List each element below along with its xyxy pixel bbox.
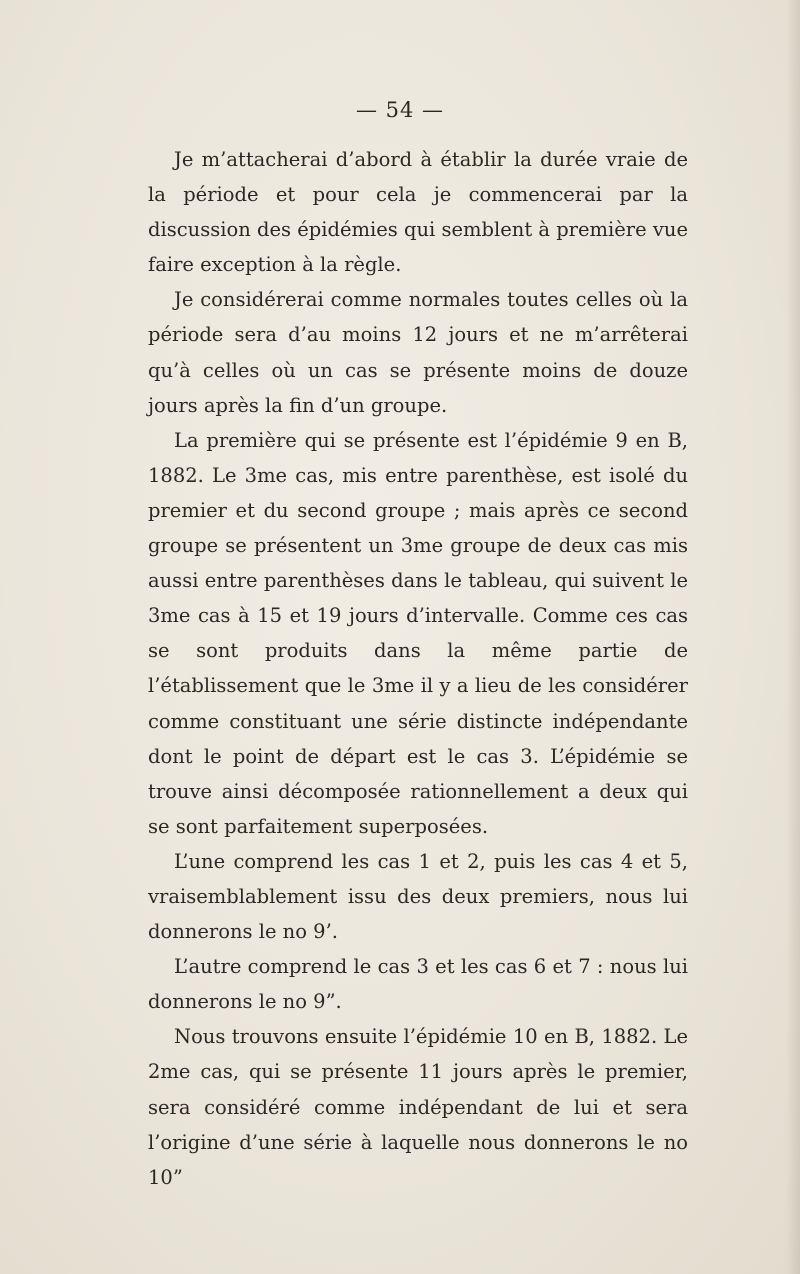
body-text	[148, 142, 688, 1195]
paragraph-4: L’une comprend les cas 1 et 2, puis les cas 4 et 5, vraisemblablement issu des deux premiers, nous lui donnerons le no 9’.	[148, 849, 688, 944]
page-number: — 54 —	[355, 98, 445, 122]
paragraph-3: La première qui se présente est l’épidémie 9 en B, 1882. Le 3me cas, mis entre parenthèse, est isolé du premier et du second groupe ; mais après ce second groupe se présentent un 3me groupe de deux cas mis aussi entre parenthèses dans le tableau, qui suivent le 3me cas à 15 et 19 jours d’intervalle. Comme ces cas se sont produits dans la même partie de l’établissement que le 3me il y a lieu de les considérer comme constituant une série distincte indépendante dont le point de départ est le cas 3. L’épidémie se trouve ainsi décomposée rationnellement a deux qui se sont parfaitement superposées.	[148, 428, 688, 838]
paragraph-5: L’autre comprend le cas 3 et les cas 6 et 7 : nous lui donnerons le no 9”.	[148, 955, 688, 1014]
paragraph-6: Nous trouvons ensuite l’épidémie 10 en B, 1882. Le 2me cas, qui se présente 11 jours après le premier, sera considéré comme indépendant de lui et sera l’origine d’une série à laquelle nous donnerons le no 10”	[148, 1025, 688, 1189]
page-edge-shadow	[786, 0, 800, 1274]
paragraph-1: Je m’attacherai d’abord à établir la durée vraie de la période et pour cela je commencerai par la discussion des épidémies qui semblent à première vue faire exception à la règle.	[148, 148, 688, 277]
paragraph-2: Je considérerai comme normales toutes celles où la période sera d’au moins 12 jours et ne m’arrêterai qu’à celles où un cas se présente moins de douze jours après la fin d’un groupe.	[148, 288, 688, 417]
